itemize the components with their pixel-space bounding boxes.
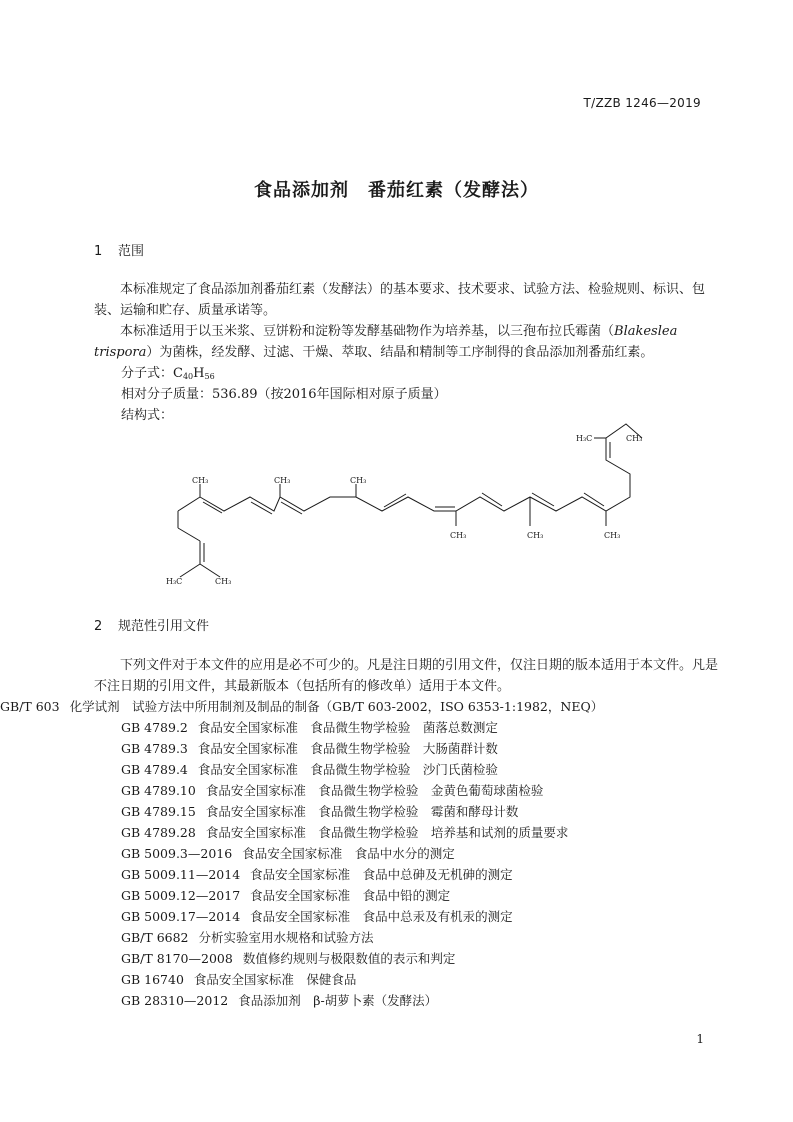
reference-code: GB/T 603 <box>0 699 60 714</box>
label-methyl-5: CH₃ <box>527 531 544 540</box>
reference-title: 食品安全国家标准 食品微生物学检验 培养基和试剂的质量要求 <box>205 825 569 840</box>
label-methyl-2: CH₃ <box>274 476 291 485</box>
reference-title: 食品安全国家标准 食品微生物学检验 沙门氏菌检验 <box>197 762 498 777</box>
reference-code: GB/T 6682 <box>121 930 189 945</box>
reference-code: GB 28310—2012 <box>121 993 229 1008</box>
reference-title: 食品安全国家标准 食品中水分的测定 <box>242 846 455 861</box>
formula-label: 分子式： <box>121 366 174 381</box>
reference-title: 数值修约规则与极限数值的表示和判定 <box>242 951 456 966</box>
bond <box>200 564 220 577</box>
reference-item <box>0 697 793 718</box>
reference-item <box>121 781 543 802</box>
reference-item <box>121 760 498 781</box>
label-top-right: CH₃ <box>626 434 643 443</box>
reference-code: GB 4789.2 <box>121 720 188 735</box>
formula-c: C <box>173 366 183 381</box>
reference-code: GB 4789.3 <box>121 741 188 756</box>
reference-item <box>121 949 455 970</box>
reference-title: 化学试剂 试验方法中所用制剂及制品的制备（GB/T 603-2002，ISO 6353-1:1982，NEQ） <box>69 699 604 714</box>
reference-code: GB 5009.12—2017 <box>121 888 241 903</box>
reference-item <box>121 928 374 949</box>
label-methyl-1: CH₃ <box>192 476 209 485</box>
section-number: 1 <box>94 244 103 259</box>
scope-text-before: 本标准适用于以玉米浆、豆饼粉和淀粉等发酵基础物作为培养基，以三孢布拉氏霉菌（ <box>120 324 615 339</box>
normative-intro: 下列文件对于本文件的应用是必不可少的。凡是注日期的引用文件，仅注日期的版本适用于本文件。凡是不注日期的引用文件，其最新版本（包括所有的修改单）适用于本文件。 <box>94 658 719 694</box>
reference-code: GB 5009.11—2014 <box>121 867 241 882</box>
section-title: 范围 <box>118 244 145 259</box>
reference-item <box>121 718 498 739</box>
section-2-heading <box>94 615 209 634</box>
reference-title: 食品安全国家标准 食品微生物学检验 金黄色葡萄球菌检验 <box>205 783 544 798</box>
reference-item <box>121 823 568 844</box>
double-bond <box>384 494 406 507</box>
reference-item <box>121 844 455 865</box>
label-bottom-left: H₃C <box>166 577 183 586</box>
label-methyl-4: CH₃ <box>450 531 467 540</box>
latin-name: Blakeslea trispora <box>94 324 678 360</box>
double-bond <box>203 502 222 513</box>
reference-list <box>0 697 793 1008</box>
reference-item <box>121 991 437 1012</box>
reference-item <box>121 886 450 907</box>
document-title: 食品添加剂 番茄红素（发酵法） <box>254 180 539 201</box>
reference-title: 食品安全国家标准 食品微生物学检验 霉菌和酵母计数 <box>205 804 519 819</box>
reference-code: GB/T 8170—2008 <box>121 951 233 966</box>
reference-item <box>121 802 518 823</box>
reference-title: 食品安全国家标准 食品中铅的测定 <box>250 888 451 903</box>
reference-title: 分析实验室用水规格和试验方法 <box>198 930 374 945</box>
label-top-left: H₃C <box>576 434 593 443</box>
formula-h: H <box>193 366 205 381</box>
reference-code: GB 5009.3—2016 <box>121 846 233 861</box>
scope-paragraph-1: 本标准规定了食品添加剂番茄红素（发酵法）的基本要求、技术要求、试验方法、检验规则、标识、包装、运输和贮存、质量承诺等。 <box>94 282 706 318</box>
section-number: 2 <box>94 619 103 634</box>
label-methyl-3: CH₃ <box>350 476 367 485</box>
molecule-skeleton <box>178 424 642 577</box>
bond <box>178 497 200 511</box>
bond <box>180 564 200 577</box>
label-bottom-right: CH₃ <box>215 577 232 586</box>
reference-title: 食品安全国家标准 食品微生物学检验 菌落总数测定 <box>197 720 498 735</box>
formula-h-sub: 56 <box>204 372 215 381</box>
structure-label: 结构式： <box>121 408 174 423</box>
bond <box>178 528 200 541</box>
reference-title: 食品安全国家标准 保健食品 <box>193 972 357 987</box>
reference-code: GB 4789.4 <box>121 762 188 777</box>
label-methyl-6: CH₃ <box>604 531 621 540</box>
reference-item <box>121 865 513 886</box>
reference-item <box>121 739 498 760</box>
section-title: 规范性引用文件 <box>118 619 210 634</box>
reference-code: GB 4789.28 <box>121 825 196 840</box>
reference-code: GB 5009.17—2014 <box>121 909 241 924</box>
formula-c-sub: 40 <box>182 372 194 381</box>
scope-text-after: ）为菌株，经发酵、过滤、干燥、萃取、结晶和精制等工序制得的食品添加剂番茄红素。 <box>146 345 654 360</box>
reference-item <box>121 907 513 928</box>
reference-title: 食品添加剂 β-胡萝卜素（发酵法） <box>238 993 438 1008</box>
reference-title: 食品安全国家标准 食品中总砷及无机砷的测定 <box>250 867 513 882</box>
reference-code: GB 4789.10 <box>121 783 196 798</box>
reference-title: 食品安全国家标准 食品中总汞及有机汞的测定 <box>250 909 513 924</box>
reference-title: 食品安全国家标准 食品微生物学检验 大肠菌群计数 <box>197 741 498 756</box>
reference-item <box>121 970 356 991</box>
molecular-mass: 相对分子质量：536.89（按2016年国际相对原子质量） <box>121 387 447 402</box>
reference-code: GB 16740 <box>121 972 184 987</box>
reference-code: GB 4789.15 <box>121 804 196 819</box>
page-number: 1 <box>696 1032 704 1046</box>
standard-code: T/ZZB 1246—2019 <box>583 96 701 110</box>
